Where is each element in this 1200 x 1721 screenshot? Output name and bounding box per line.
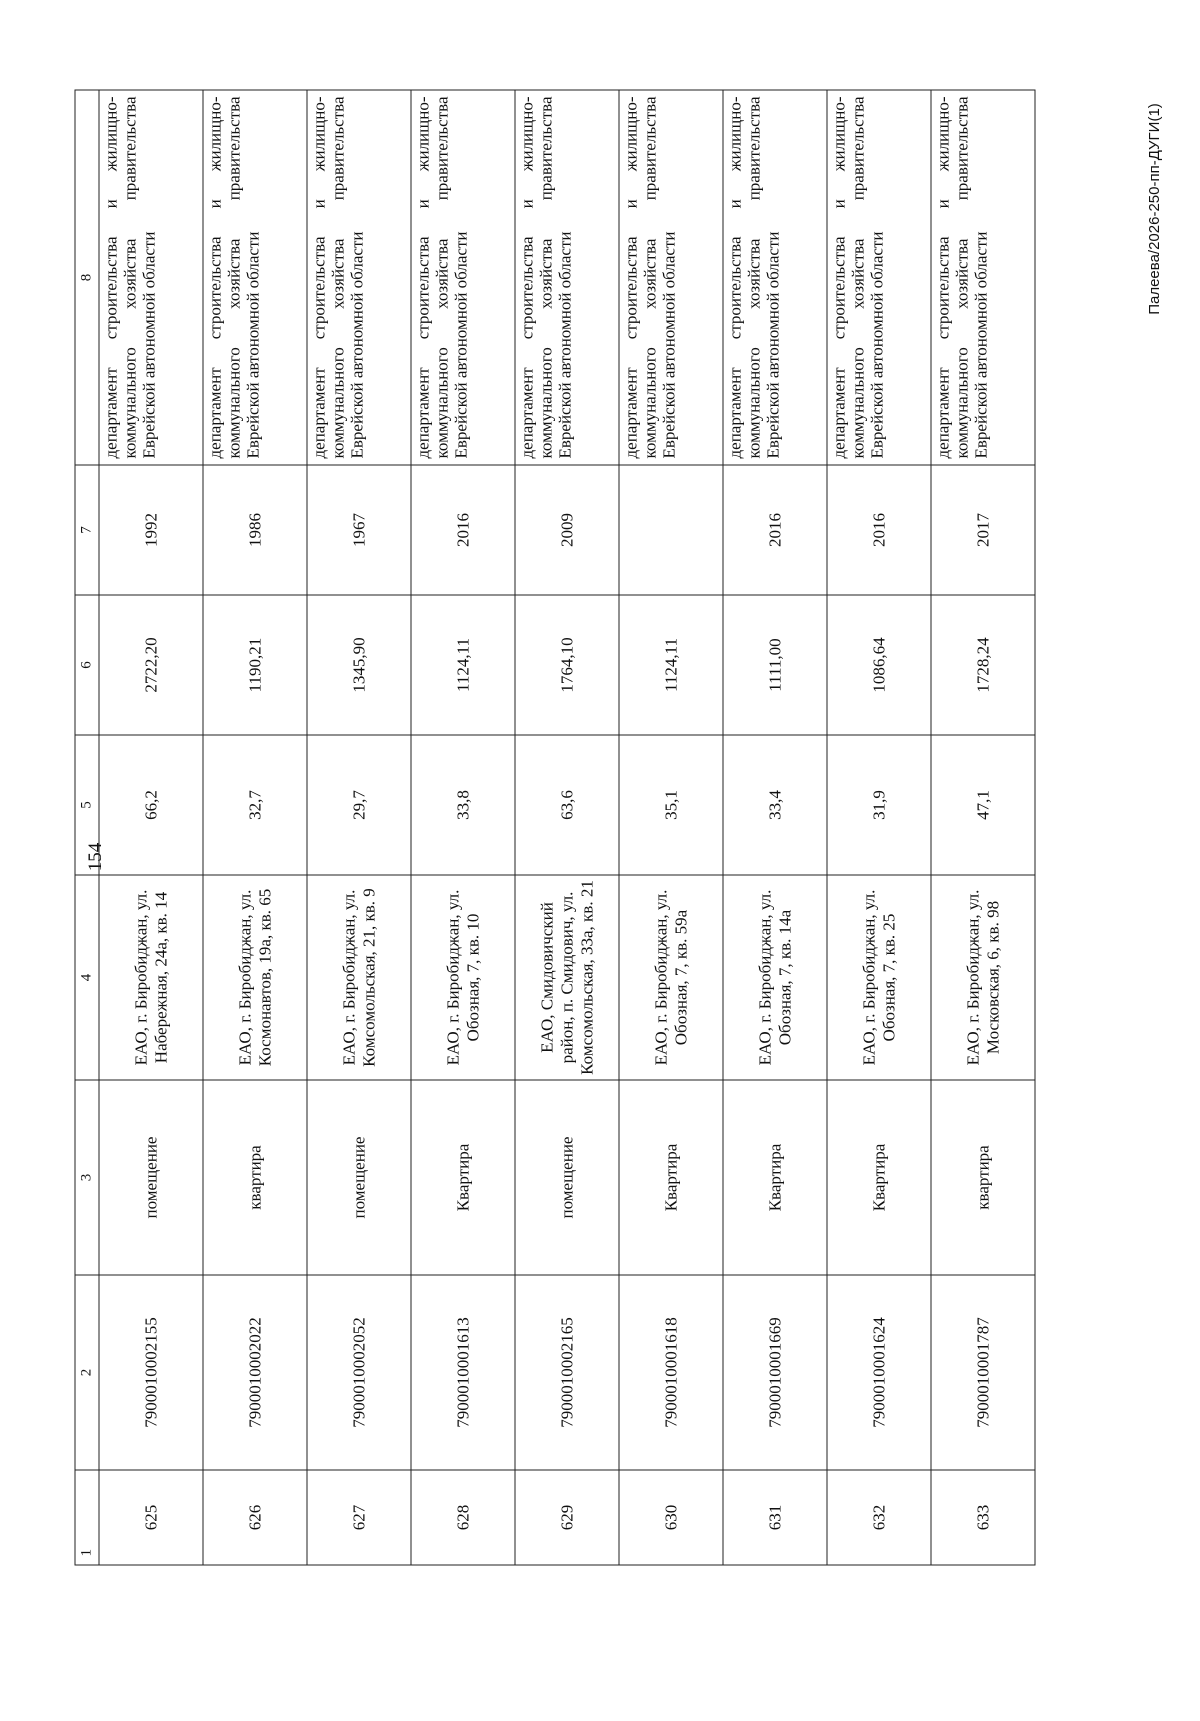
area-cell: 33,4 [723, 735, 827, 875]
inventory-code-cell: 7900010001787 [931, 1275, 1035, 1470]
area-cell: 32,7 [203, 735, 307, 875]
object-type-cell: помещение [307, 1080, 411, 1275]
object-type-cell: помещение [515, 1080, 619, 1275]
row-number-cell: 628 [411, 1470, 515, 1565]
value-cell: 1190,21 [203, 595, 307, 735]
holder-department-cell: департамент строительства и жилищно-коммунального хозяйства правительства Еврейской автономной области [723, 90, 827, 465]
holder-department-cell: департамент строительства и жилищно-коммунального хозяйства правительства Еврейской автономной области [619, 90, 723, 465]
holder-department-cell: департамент строительства и жилищно-коммунального хозяйства правительства Еврейской автономной области [203, 90, 307, 465]
row-number-cell: 632 [827, 1470, 931, 1565]
year-cell: 2017 [931, 465, 1035, 595]
value-cell: 1124,11 [619, 595, 723, 735]
holder-department-cell: департамент строительства и жилищно-коммунального хозяйства правительства Еврейской автономной области [827, 90, 931, 465]
table-row [515, 90, 619, 1565]
header-cell-5: 5 [75, 735, 99, 875]
year-cell: 1967 [307, 465, 411, 595]
row-number-cell: 625 [99, 1470, 203, 1565]
object-type-cell: квартира [203, 1080, 307, 1275]
area-cell: 31,9 [827, 735, 931, 875]
table-row [307, 90, 411, 1565]
header-cell-8: 8 [75, 90, 99, 465]
year-cell: 1992 [99, 465, 203, 595]
value-cell: 1728,24 [931, 595, 1035, 735]
property-table-container [75, 91, 1035, 1566]
value-cell: 2722,20 [99, 595, 203, 735]
holder-department-cell: департамент строительства и жилищно-коммунального хозяйства правительства Еврейской автономной области [515, 90, 619, 465]
object-type-cell: квартира [931, 1080, 1035, 1275]
holder-department-cell: департамент строительства и жилищно-коммунального хозяйства правительства Еврейской автономной области [411, 90, 515, 465]
property-table [75, 90, 1036, 1566]
header-cell-3: 3 [75, 1080, 99, 1275]
footer-document-code: Палеева/2026-250-пп-ДУГИ(1) [1146, 103, 1163, 315]
header-cell-1: 1 [75, 1470, 99, 1565]
inventory-code-cell: 7900010001613 [411, 1275, 515, 1470]
inventory-code-cell: 7900010002022 [203, 1275, 307, 1470]
object-type-cell: Квартира [723, 1080, 827, 1275]
address-cell: ЕАО, г. Биробиджан, ул. Обозная, 7, кв. 25 [827, 875, 931, 1080]
holder-department-cell: департамент строительства и жилищно-коммунального хозяйства правительства Еврейской автономной области [307, 90, 411, 465]
header-cell-4: 4 [75, 875, 99, 1080]
area-cell: 47,1 [931, 735, 1035, 875]
holder-department-cell: департамент строительства и жилищно-коммунального хозяйства правительства Еврейской автономной области [931, 90, 1035, 465]
row-number-cell: 626 [203, 1470, 307, 1565]
year-cell: 1986 [203, 465, 307, 595]
value-cell: 1111,00 [723, 595, 827, 735]
area-cell: 29,7 [307, 735, 411, 875]
year-cell [619, 465, 723, 595]
year-cell: 2016 [827, 465, 931, 595]
inventory-code-cell: 7900010001669 [723, 1275, 827, 1470]
inventory-code-cell: 7900010001618 [619, 1275, 723, 1470]
table-row [827, 90, 931, 1565]
address-cell: ЕАО, г. Биробиджан, ул. Комсомольская, 21, кв. 9 [307, 875, 411, 1080]
header-cell-7: 7 [75, 465, 99, 595]
value-cell: 1124,11 [411, 595, 515, 735]
table-row [411, 90, 515, 1565]
object-type-cell: помещение [99, 1080, 203, 1275]
table-header-row [75, 90, 99, 1565]
object-type-cell: Квартира [411, 1080, 515, 1275]
inventory-code-cell: 7900010001624 [827, 1275, 931, 1470]
address-cell: ЕАО, Смидовичский район, п. Смидович, ул. Комсомольская, 33а, кв. 21 [515, 875, 619, 1080]
table-row [619, 90, 723, 1565]
address-cell: ЕАО, г. Биробиджан, ул. Космонавтов, 19а, кв. 65 [203, 875, 307, 1080]
area-cell: 66,2 [99, 735, 203, 875]
inventory-code-cell: 7900010002052 [307, 1275, 411, 1470]
area-cell: 33,8 [411, 735, 515, 875]
address-cell: ЕАО, г. Биробиджан, ул. Обозная, 7, кв. 14а [723, 875, 827, 1080]
holder-department-cell: департамент строительства и жилищно-коммунального хозяйства правительства Еврейской автономной области [99, 90, 203, 465]
object-type-cell: Квартира [827, 1080, 931, 1275]
address-cell: ЕАО, г. Биробиджан, ул. Московская, 6, кв. 98 [931, 875, 1035, 1080]
value-cell: 1086,64 [827, 595, 931, 735]
year-cell: 2016 [411, 465, 515, 595]
header-cell-6: 6 [75, 595, 99, 735]
value-cell: 1345,90 [307, 595, 411, 735]
area-cell: 63,6 [515, 735, 619, 875]
inventory-code-cell: 7900010002165 [515, 1275, 619, 1470]
table-row [99, 90, 203, 1565]
value-cell: 1764,10 [515, 595, 619, 735]
inventory-code-cell: 7900010002155 [99, 1275, 203, 1470]
address-cell: ЕАО, г. Биробиджан, ул. Обозная, 7, кв. 10 [411, 875, 515, 1080]
header-cell-2: 2 [75, 1275, 99, 1470]
table-row [723, 90, 827, 1565]
address-cell: ЕАО, г. Биробиджан, ул. Обозная, 7, кв. 59а [619, 875, 723, 1080]
table-row [931, 90, 1035, 1565]
row-number-cell: 631 [723, 1470, 827, 1565]
page-number: 154 [85, 842, 106, 872]
address-cell: ЕАО, г. Биробиджан, ул. Набережная, 24а, кв. 14 [99, 875, 203, 1080]
row-number-cell: 633 [931, 1470, 1035, 1565]
table-row [203, 90, 307, 1565]
row-number-cell: 627 [307, 1470, 411, 1565]
row-number-cell: 629 [515, 1470, 619, 1565]
year-cell: 2009 [515, 465, 619, 595]
object-type-cell: Квартира [619, 1080, 723, 1275]
year-cell: 2016 [723, 465, 827, 595]
area-cell: 35,1 [619, 735, 723, 875]
row-number-cell: 630 [619, 1470, 723, 1565]
